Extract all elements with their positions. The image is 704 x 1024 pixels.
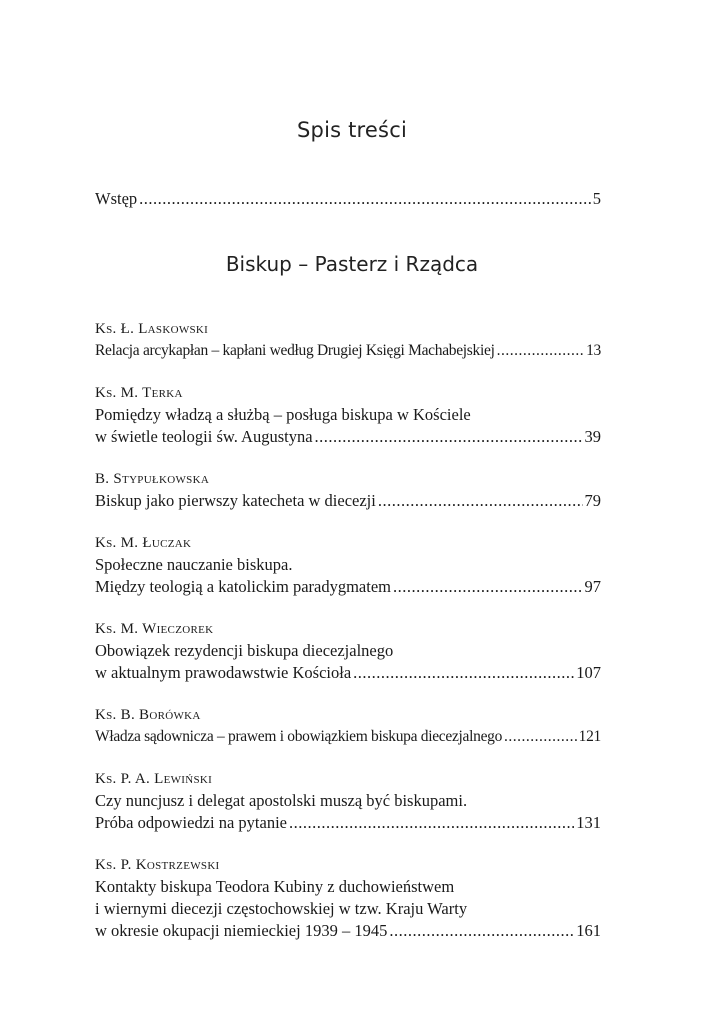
toc-line [95, 726, 601, 748]
page-number: 131 [576, 813, 601, 832]
entry-title: w świetle teologii św. Augustyna [95, 427, 313, 446]
toc-line [95, 404, 601, 426]
entry-title: Pomiędzy władzą a służbą – posługa biskupa w Kościele [95, 405, 471, 424]
entry-author: Ks. M. Terka [95, 385, 183, 401]
entry-author: Ks. M. Łuczak [95, 535, 192, 551]
entry-title: Relacja arcykapłan – kapłani według Drugiej Księgi Machabejskiej [95, 342, 495, 359]
page-number: 97 [584, 577, 601, 596]
dot-leader [393, 576, 583, 598]
entry-title: Obowiązek rezydencji biskupa diecezjalnego [95, 641, 394, 660]
entry-title: Próba odpowiedzi na pytanie [95, 813, 287, 832]
entry-title: Biskup jako pierwszy katecheta w diecezji [95, 491, 376, 510]
dot-leader [289, 812, 574, 834]
dot-leader [139, 188, 591, 210]
page-title: Spis treści [297, 118, 407, 142]
entry-title: Społeczne nauczanie biskupa. [95, 555, 293, 574]
toc-entries [95, 318, 601, 962]
toc-line [95, 898, 601, 920]
page-number: 79 [584, 491, 601, 510]
toc-entry [95, 854, 601, 942]
toc-line [95, 576, 601, 598]
entry-title: w okresie okupacji niemieckiej 1939 – 1945 [95, 921, 388, 940]
dot-leader [504, 726, 577, 748]
dot-leader [497, 340, 585, 362]
toc-line [95, 340, 601, 362]
page-number: 5 [592, 189, 601, 208]
toc-line [95, 920, 601, 942]
entry-title: Między teologią a katolickim paradygmatem [95, 577, 391, 596]
entry-title: Kontakty biskupa Teodora Kubiny z duchowieństwem [95, 877, 455, 896]
toc-line [95, 554, 601, 576]
toc-entry [95, 468, 601, 512]
dot-leader [378, 490, 583, 512]
toc-line [95, 490, 601, 512]
toc-entry [95, 704, 601, 748]
entry-title: i wiernymi diecezji częstochowskiej w tzw. Kraju Warty [95, 899, 468, 918]
toc-line [95, 876, 601, 898]
intro-entry [95, 188, 601, 210]
toc-line [95, 790, 601, 812]
toc-line [95, 662, 601, 684]
section-title: Biskup – Pasterz i Rządca [225, 252, 479, 276]
page-number: 107 [576, 663, 601, 682]
toc-entry [95, 532, 601, 598]
entry-author: Ks. M. Wieczorek [95, 621, 214, 637]
entry-author: Ks. P. Kostrzewski [95, 857, 220, 873]
toc-line [95, 812, 601, 834]
entry-title: Wstęp [95, 189, 138, 208]
toc-line [95, 188, 601, 210]
toc-entry [95, 618, 601, 684]
dot-leader [315, 426, 583, 448]
toc-entry [95, 318, 601, 362]
entry-title: w aktualnym prawodawstwie Kościoła [95, 663, 352, 682]
dot-leader [389, 920, 574, 942]
toc-line [95, 640, 601, 662]
toc-entry [95, 382, 601, 448]
page-number: 13 [586, 342, 601, 359]
entry-title: Władza sądownicza – prawem i obowiązkiem biskupa diecezjalnego [95, 728, 503, 745]
dot-leader [353, 662, 574, 684]
page-number: 161 [576, 921, 601, 940]
entry-author: Ks. Ł. Laskowski [95, 321, 209, 337]
toc-entry [95, 768, 601, 834]
entry-author: Ks. P. A. Lewiński [95, 771, 213, 787]
entry-author: B. Stypułkowska [95, 471, 210, 487]
entry-author: Ks. B. Borówka [95, 707, 201, 723]
entry-title: Czy nuncjusz i delegat apostolski muszą być biskupami. [95, 791, 468, 810]
page-number: 39 [584, 427, 601, 446]
toc-line [95, 426, 601, 448]
page-number: 121 [578, 728, 601, 745]
